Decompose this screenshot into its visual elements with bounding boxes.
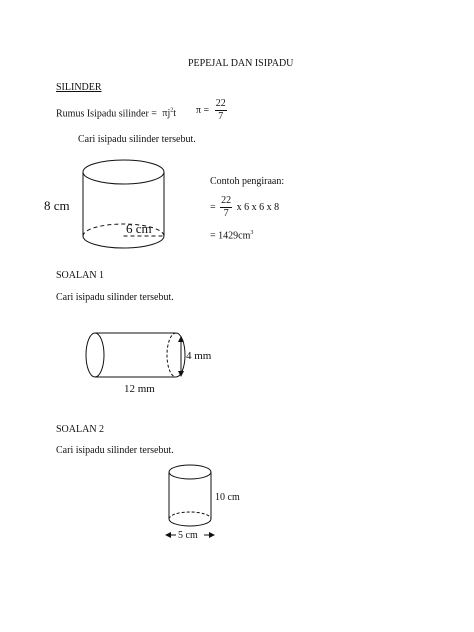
pi-fraction: $\frac{22}{7}$ xyxy=(215,98,226,122)
section-heading: SILINDER xyxy=(56,82,102,93)
example-radius-label: 6 cm xyxy=(126,221,152,236)
example-working-title: Contoh pengiraan: xyxy=(210,176,285,187)
page-title: PEPEJAL DAN ISIPADU xyxy=(188,58,294,69)
soalan2-height-label: 10 cm xyxy=(215,492,240,503)
soalan1-length-label: 12 mm xyxy=(124,383,155,395)
example-working-step: = $\frac{22}{7}$ x 6 x 6 x 8 xyxy=(210,195,280,219)
formula-label: Rumus Isipadu silinder = xyxy=(56,108,157,120)
example-height-label: 8 cm xyxy=(44,198,70,213)
step-fraction: $\frac{22}{7}$ xyxy=(221,195,232,219)
example-instruction: Cari isipadu silinder tersebut. xyxy=(78,134,196,145)
pi-label: π = xyxy=(196,105,210,116)
soalan2-diameter-arrow-right xyxy=(209,532,215,538)
soalan2-diameter-label: 5 cm xyxy=(178,530,198,541)
soalan2-heading: SOALAN 2 xyxy=(56,424,105,435)
soalan2-diameter-arrow-left xyxy=(165,532,171,538)
example-result: = $1429cm^3$ xyxy=(210,230,254,242)
soalan2-instruction: Cari isipadu silinder tersebut. xyxy=(56,445,174,456)
soalan2-cylinder-top xyxy=(169,465,211,479)
soalan1-diameter-label: 4 mm xyxy=(186,350,212,362)
soalan2-cylinder-bottom-back xyxy=(169,512,211,519)
soalan1-heading: SOALAN 1 xyxy=(56,270,105,281)
soalan2-cylinder-bottom-front xyxy=(169,519,211,526)
formula-expression: $\pi j^2t$ xyxy=(162,108,177,120)
soalan1-instruction: Cari isipadu silinder tersebut. xyxy=(56,292,174,303)
